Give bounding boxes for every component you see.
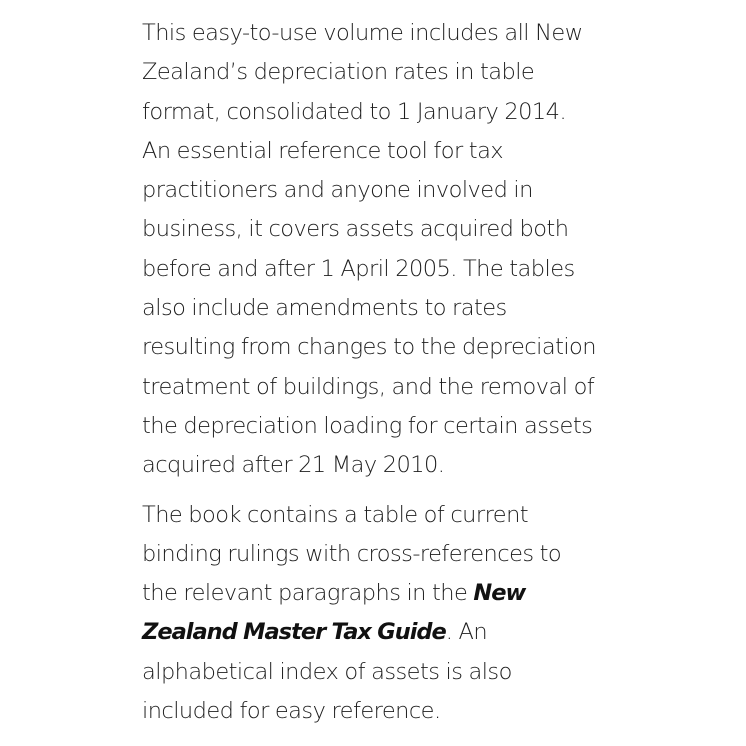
paragraph-contents: [142, 496, 622, 732]
text-line: [142, 613, 622, 652]
text-fragment: . An: [445, 619, 488, 646]
book-title-emphasis: New: [473, 580, 526, 607]
text-line: the depreciation loading for certain assets: [142, 412, 593, 439]
text-line: included for easy reference.: [142, 698, 441, 725]
text-line: before and after 1 April 2005. The tables: [142, 255, 575, 282]
text-line: An essential reference tool for tax: [142, 137, 504, 164]
paragraph-overview: [142, 14, 622, 486]
book-title-emphasis: Zealand Master Tax Guide: [142, 619, 446, 646]
text-line: business, it covers assets acquired both: [142, 216, 569, 243]
text-line: Zealand’s depreciation rates in table: [142, 59, 535, 86]
text-line: binding rulings with cross-references to: [142, 540, 562, 567]
text-line: alphabetical index of assets is also: [142, 658, 512, 685]
text-line: This easy-to-use volume includes all New: [142, 20, 583, 46]
text-line: practitioners and anyone involved in: [142, 177, 533, 204]
text-line: [142, 574, 622, 613]
text-fragment: the relevant paragraphs in the: [142, 580, 474, 607]
text-line: The book contains a table of current: [142, 501, 529, 528]
text-line: resulting from changes to the depreciation: [142, 334, 596, 361]
text-line: treatment of buildings, and the removal of: [142, 373, 595, 400]
text-line: acquired after 21 May 2010.: [142, 452, 445, 479]
text-line: format, consolidated to 1 January 2014.: [142, 98, 567, 125]
text-line: also include amendments to rates: [142, 295, 507, 322]
book-description: [142, 14, 622, 731]
